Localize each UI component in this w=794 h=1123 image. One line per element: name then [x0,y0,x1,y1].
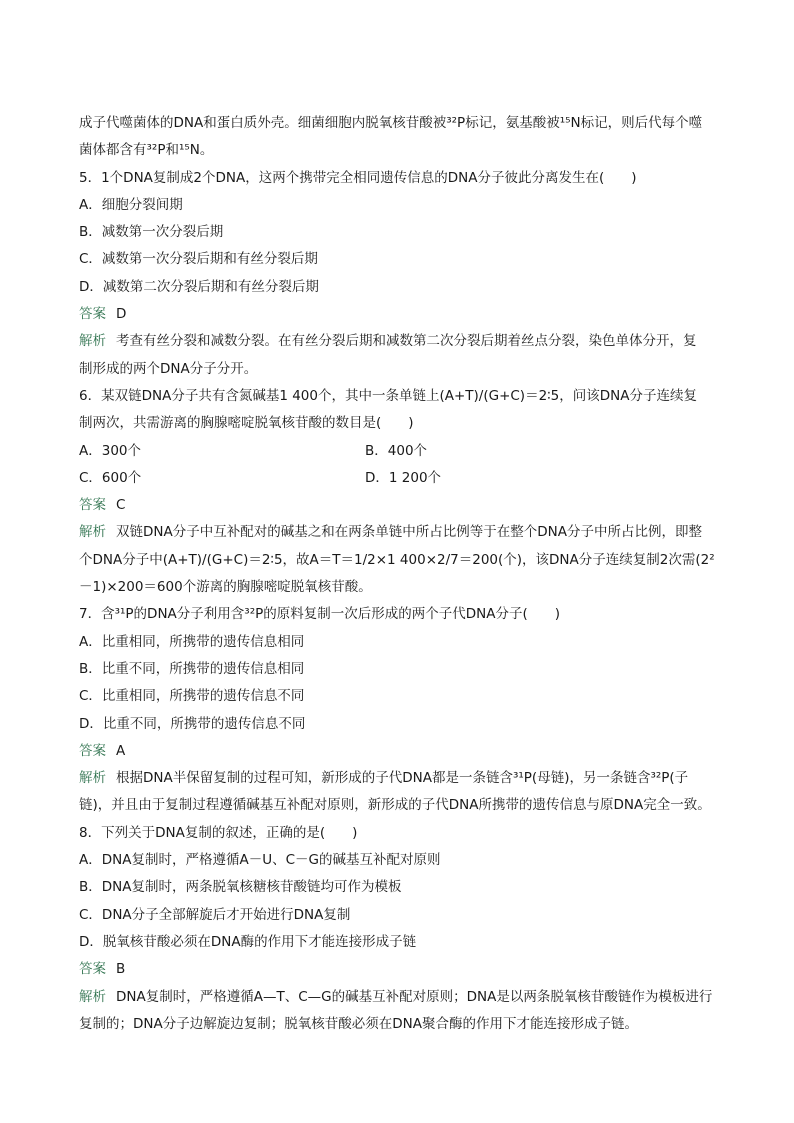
question-7-explanation-2: 链)，并且由于复制过程遵循碱基互补配对原则，新形成的子代DNA所携带的遗传信息与原DNA完全一致。 [79,797,711,814]
question-5-explanation-2: 制形成的两个DNA分子分开。 [79,360,258,377]
question-8-stem: 8．下列关于DNA复制的叙述，正确的是( ) [79,824,358,841]
question-7-stem: 7．含³¹P的DNA分子利用含³²P的原料复制一次后形成的两个子代DNA分子( ) [79,606,561,623]
question-6-stem-2: 制两次，共需游离的胸腺嘧啶脱氧核苷酸的数目是( ) [79,415,414,432]
explanation-label: 解析 [79,524,106,541]
question-7-option-c: C．比重相同，所携带的遗传信息不同 [79,688,305,705]
answer-value: C [116,497,126,514]
question-8-explanation-1: 解析 DNA复制时，严格遵循A—T、C—G的碱基互补配对原则；DNA是以两条脱氧核苷酸链作为模板进行 [79,988,713,1005]
explanation-label: 解析 [79,770,106,787]
question-6-options-row-2 [79,465,719,492]
question-6-option-a: A．300个 [79,442,142,459]
question-8-answer [79,956,719,983]
question-8-option-b: B．DNA复制时，两条脱氧核糖核苷酸链均可作为模板 [79,879,402,896]
answer-value: A [116,742,126,759]
question-7-option-a: A．比重相同，所携带的遗传信息相同 [79,633,305,650]
question-6-answer [79,492,719,519]
question-8-option-c: C．DNA分子全部解旋后才开始进行DNA复制 [79,906,351,923]
question-5-option-b: B．减数第一次分裂后期 [79,224,224,241]
question-8-explanation-2: 复制的；DNA分子边解旋边复制；脱氧核苷酸必须在DNA聚合酶的作用下才能连接形成子链。 [79,1015,638,1032]
question-7-option-b: B．比重不同，所携带的遗传信息相同 [79,660,305,677]
answer-value: B [116,961,126,978]
question-7-option-d: D．比重不同，所携带的遗传信息不同 [79,715,306,732]
question-6-option-d: D．1 200个 [365,469,442,486]
question-8-option-d: D．脱氧核苷酸必须在DNA酶的作用下才能连接形成子链 [79,933,417,950]
question-6-explanation-2: 个DNA分子中(A+T)/(G+C)＝2∶5，故A＝T＝1/2×1 400×2/7＝200(个)，该DNA分子连续复制2次需(2² [79,551,715,568]
question-7-answer [79,738,719,765]
question-6-options-row-1 [79,438,719,465]
answer-label: 答案 [79,497,106,514]
question-5-option-d: D．减数第二次分裂后期和有丝分裂后期 [79,278,319,295]
question-6-option-b: B．400个 [365,442,428,459]
question-5-option-c: C．减数第一次分裂后期和有丝分裂后期 [79,251,318,268]
question-5-explanation-1: 解析 考查有丝分裂和减数分裂。在有丝分裂后期和减数第二次分裂后期着丝点分裂，染色单体分开，复 [79,333,697,350]
answer-label: 答案 [79,306,106,323]
intro-line-2: 菌体都含有³²P和¹⁵N。 [79,142,214,159]
answer-label: 答案 [79,742,106,759]
explanation-label: 解析 [79,333,106,350]
question-6-stem-1: 6．某双链DNA分子共有含氮碱基1 400个，其中一条单链上(A+T)/(G+C)＝2∶5，问该DNA分子连续复 [79,387,697,404]
question-6-explanation-1: 解析 双链DNA分子中互补配对的碱基之和在两条单链中所占比例等于在整个DNA分子中所占比例，即整 [79,524,702,541]
question-5-answer [79,301,719,328]
answer-label: 答案 [79,961,106,978]
question-5-stem: 5．1个DNA复制成2个DNA，这两个携带完全相同遗传信息的DNA分子彼此分离发生在( ) [79,169,637,186]
question-5-option-a: A．细胞分裂间期 [79,196,183,213]
question-6-option-c: C．600个 [79,469,142,486]
explanation-label: 解析 [79,988,106,1005]
document-page [79,110,719,1038]
question-7-explanation-1: 解析 根据DNA半保留复制的过程可知，新形成的子代DNA都是一条链含³¹P(母链)，另一条链含³²P(子 [79,770,689,787]
question-8-option-a: A．DNA复制时，严格遵循A－U、C－G的碱基互补配对原则 [79,852,441,869]
intro-line-1: 成子代噬菌体的DNA和蛋白质外壳。细菌细胞内脱氧核苷酸被³²P标记，氨基酸被¹⁵N标记，则后代每个噬 [79,115,703,131]
question-6-explanation-3: －1)×200＝600个游离的胸腺嘧啶脱氧核苷酸。 [79,579,372,596]
answer-value: D [116,306,127,323]
